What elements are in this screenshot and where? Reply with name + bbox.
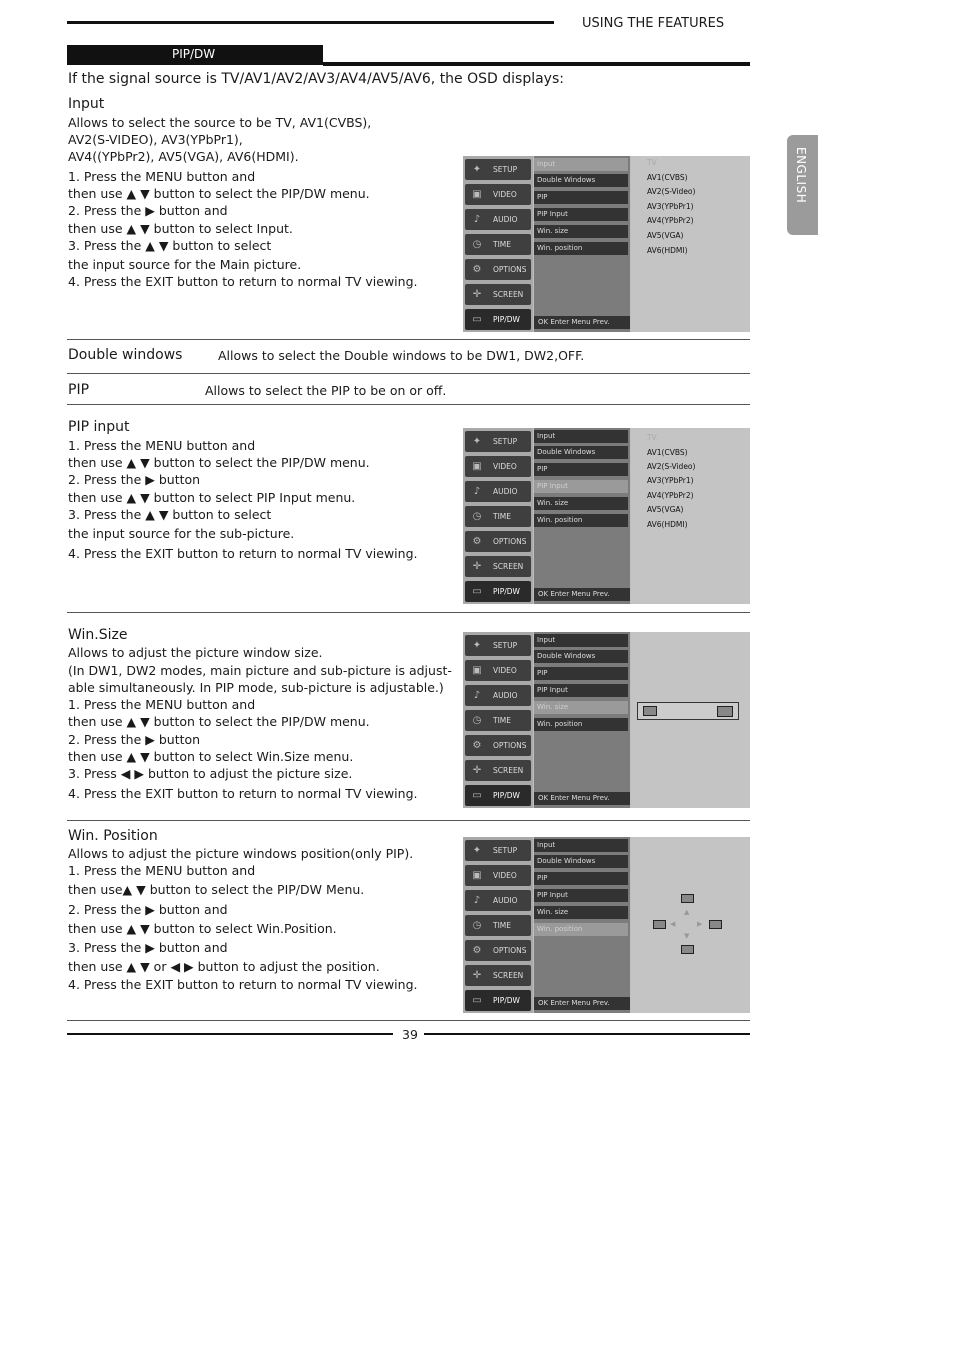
clock-icon: ◷ [472, 511, 482, 522]
input-line: 2. Press the ▶ button and [68, 203, 228, 218]
pip-icon: ▭ [472, 314, 482, 325]
osd-button-options: ⚙ OPTIONS [465, 940, 531, 961]
osd-menu-pip: PIP [534, 463, 628, 476]
input-line: the input source for the Main picture. [68, 257, 302, 272]
video-icon: ▣ [472, 189, 482, 200]
screen-icon: ✛ [472, 970, 482, 981]
osd-footer: OK Enter Menu Prev. [534, 316, 630, 329]
arrow-left-icon: ◀ [670, 920, 676, 928]
osd-button-pipdw: ▭ PIP/DW [465, 990, 531, 1011]
tab-label: PIP/DW [172, 47, 216, 61]
osd-menu-win-size: Win. size [534, 497, 628, 510]
osd-button-audio: ♪ AUDIO [465, 890, 531, 911]
osd-button-pipdw: ▭ PIP/DW [465, 581, 531, 602]
osd-source: AV4(YPbPr2) [647, 216, 694, 225]
position-top-window-icon [681, 894, 694, 903]
osd-source-tv: TV [647, 158, 657, 167]
osd-menu-win-size: Win. size [534, 906, 628, 919]
video-icon: ▣ [472, 665, 482, 676]
osd-screenshot-input [463, 156, 750, 332]
osd-source: AV3(YPbPr1) [647, 476, 694, 485]
osd-menu-win-size: Win. size [534, 701, 628, 714]
audio-icon: ♪ [473, 895, 481, 906]
audio-icon: ♪ [473, 486, 481, 497]
osd-button-audio: ♪ AUDIO [465, 685, 531, 706]
options-icon: ⚙ [472, 945, 482, 956]
osd-menu-win-position: Win. position [534, 923, 628, 936]
osd-source-tv: TV [647, 433, 657, 442]
header-rule-top [67, 21, 554, 24]
win-size-line: Allows to adjust the picture window size. [68, 645, 323, 660]
pip-input-line: 1. Press the MENU button and [68, 438, 256, 453]
osd-button-pipdw: ▭ PIP/DW [465, 785, 531, 806]
osd-menu-double-windows: Double Windows [534, 855, 628, 868]
osd-button-time: ◷ TIME [465, 915, 531, 936]
pip-input-line: the input source for the sub-picture. [68, 526, 295, 541]
clock-icon: ◷ [472, 715, 482, 726]
osd-menu-pip: PIP [534, 667, 628, 680]
osd-button-video: ▣ VIDEO [465, 865, 531, 886]
audio-icon: ♪ [473, 690, 481, 701]
osd-screenshot-win-size [463, 632, 750, 808]
win-size-line: able simultaneously. In PIP mode, sub-picture is adjustable.) [68, 680, 444, 695]
input-line: then use ▲ ▼ button to select the PIP/DW menu. [68, 186, 370, 201]
setup-icon: ✦ [472, 845, 482, 856]
osd-footer: OK Enter Menu Prev. [534, 588, 630, 601]
pip-input-line: then use ▲ ▼ button to select the PIP/DW menu. [68, 455, 370, 470]
osd-button-time: ◷ TIME [465, 234, 531, 255]
osd-screenshot-pip-input [463, 428, 750, 604]
input-title: Input [68, 96, 105, 112]
win-size-line: 2. Press the ▶ button [68, 732, 201, 747]
input-line: AV2(S-VIDEO), AV3(YPbPr1), [68, 132, 243, 147]
input-line: 4. Press the EXIT button to return to normal TV viewing. [68, 274, 418, 289]
win-position-line: 3. Press the ▶ button and [68, 940, 228, 955]
osd-button-options: ⚙ OPTIONS [465, 259, 531, 280]
osd-button-audio: ♪ AUDIO [465, 481, 531, 502]
screen-icon: ✛ [472, 289, 482, 300]
language-side-tab [787, 135, 818, 235]
input-line: AV4((YPbPr2), AV5(VGA), AV6(HDMI). [68, 149, 299, 164]
position-right-window-icon [709, 920, 722, 929]
arrow-down-icon: ▼ [684, 932, 690, 940]
osd-menu-pip: PIP [534, 872, 628, 885]
pip-title: PIP [68, 382, 90, 398]
osd-button-video: ▣ VIDEO [465, 660, 531, 681]
osd-source: AV2(S-Video) [647, 462, 696, 471]
win-size-line: then use ▲ ▼ button to select the PIP/DW menu. [68, 714, 370, 729]
pip-input-title: PIP input [68, 419, 130, 435]
win-position-line: then use ▲ ▼ button to select Win.Position. [68, 921, 337, 936]
win-size-line: then use ▲ ▼ button to select Win.Size menu. [68, 749, 354, 764]
osd-menu-double-windows: Double Windows [534, 650, 628, 663]
win-position-line: 1. Press the MENU button and [68, 863, 256, 878]
win-size-line: 3. Press ◀ ▶ button to adjust the picture size. [68, 766, 353, 781]
video-icon: ▣ [472, 461, 482, 472]
osd-button-screen: ✛ SCREEN [465, 760, 531, 781]
audio-icon: ♪ [473, 214, 481, 225]
osd-button-screen: ✛ SCREEN [465, 965, 531, 986]
divider [67, 339, 750, 340]
win-position-line: 2. Press the ▶ button and [68, 902, 228, 917]
osd-button-video: ▣ VIDEO [465, 456, 531, 477]
osd-source: AV3(YPbPr1) [647, 202, 694, 211]
pip-icon: ▭ [472, 790, 482, 801]
clock-icon: ◷ [472, 239, 482, 250]
osd-footer: OK Enter Menu Prev. [534, 997, 630, 1010]
win-size-title: Win.Size [68, 627, 128, 643]
osd-source: AV6(HDMI) [647, 246, 688, 255]
input-line: 3. Press the ▲ ▼ button to select [68, 238, 272, 253]
video-icon: ▣ [472, 870, 482, 881]
osd-source: AV5(VGA) [647, 505, 684, 514]
divider [67, 404, 750, 405]
setup-icon: ✦ [472, 640, 482, 651]
pip-icon: ▭ [472, 995, 482, 1006]
osd-menu-input: Input [534, 634, 628, 647]
osd-button-setup: ✦ SETUP [465, 840, 531, 861]
osd-menu-input: Input [534, 158, 628, 171]
input-line: Allows to select the source to be TV, AV1(CVBS), [68, 115, 372, 130]
divider [67, 820, 750, 821]
clock-icon: ◷ [472, 920, 482, 931]
osd-menu-double-windows: Double Windows [534, 174, 628, 187]
small-window-icon [643, 706, 657, 716]
input-line: then use ▲ ▼ button to select Input. [68, 221, 293, 236]
win-position-line: 4. Press the EXIT button to return to normal TV viewing. [68, 977, 418, 992]
page-number: 39 [402, 1027, 418, 1042]
osd-source: AV4(YPbPr2) [647, 491, 694, 500]
osd-button-video: ▣ VIDEO [465, 184, 531, 205]
double-windows-title: Double windows [68, 347, 183, 363]
osd-source: AV6(HDMI) [647, 520, 688, 529]
osd-button-time: ◷ TIME [465, 710, 531, 731]
osd-screenshot-win-position [463, 837, 750, 1013]
options-icon: ⚙ [472, 740, 482, 751]
double-windows-desc: Allows to select the Double windows to be DW1, DW2,OFF. [218, 348, 585, 363]
osd-button-screen: ✛ SCREEN [465, 556, 531, 577]
pip-input-line: then use ▲ ▼ button to select PIP Input menu. [68, 490, 356, 505]
osd-source: AV5(VGA) [647, 231, 684, 240]
intro-text: If the signal source is TV/AV1/AV2/AV3/AV4/AV5/AV6, the OSD displays: [68, 71, 564, 87]
arrow-right-icon: ▶ [697, 920, 703, 928]
osd-menu-win-position: Win. position [534, 514, 628, 527]
divider [67, 373, 750, 374]
screen-icon: ✛ [472, 561, 482, 572]
osd-button-audio: ♪ AUDIO [465, 209, 531, 230]
osd-menu-win-position: Win. position [534, 242, 628, 255]
osd-menu-pip-input: PIP Input [534, 208, 628, 221]
win-position-line: then use▲ ▼ button to select the PIP/DW Menu. [68, 882, 365, 897]
osd-menu-pip-input: PIP Input [534, 889, 628, 902]
win-size-line: 4. Press the EXIT button to return to normal TV viewing. [68, 786, 418, 801]
pip-desc: Allows to select the PIP to be on or off. [205, 383, 447, 398]
pip-dw-tab [67, 45, 323, 65]
osd-source: AV2(S-Video) [647, 187, 696, 196]
osd-menu-input: Input [534, 430, 628, 443]
osd-menu-pip-input: PIP Input [534, 480, 628, 493]
options-icon: ⚙ [472, 536, 482, 547]
osd-menu-win-position: Win. position [534, 718, 628, 731]
osd-button-options: ⚙ OPTIONS [465, 735, 531, 756]
win-size-line: (In DW1, DW2 modes, main picture and sub-picture is adjust- [68, 663, 452, 678]
arrow-up-icon: ▲ [684, 908, 690, 916]
osd-button-setup: ✦ SETUP [465, 159, 531, 180]
osd-menu-win-size: Win. size [534, 225, 628, 238]
pip-input-line: 4. Press the EXIT button to return to normal TV viewing. [68, 546, 418, 561]
setup-icon: ✦ [472, 436, 482, 447]
options-icon: ⚙ [472, 264, 482, 275]
win-position-title: Win. Position [68, 828, 158, 844]
osd-menu-input: Input [534, 839, 628, 852]
osd-button-setup: ✦ SETUP [465, 431, 531, 452]
large-window-icon [717, 706, 733, 717]
divider [67, 1020, 750, 1021]
osd-button-pipdw: ▭ PIP/DW [465, 309, 531, 330]
osd-menu-pip: PIP [534, 191, 628, 204]
osd-button-setup: ✦ SETUP [465, 635, 531, 656]
win-position-line: then use ▲ ▼ or ◀ ▶ button to adjust the position. [68, 959, 380, 974]
win-position-line: Allows to adjust the picture windows position(only PIP). [68, 846, 414, 861]
win-size-slider [637, 702, 739, 720]
pip-input-line: 3. Press the ▲ ▼ button to select [68, 507, 272, 522]
input-line: 1. Press the MENU button and [68, 169, 256, 184]
pip-icon: ▭ [472, 586, 482, 597]
osd-button-time: ◷ TIME [465, 506, 531, 527]
osd-source: AV1(CVBS) [647, 448, 688, 457]
position-control [631, 837, 750, 1013]
language-label: ENGLISH [794, 147, 808, 204]
pip-input-line: 2. Press the ▶ button [68, 472, 201, 487]
screen-icon: ✛ [472, 765, 482, 776]
win-size-line: 1. Press the MENU button and [68, 697, 256, 712]
osd-footer: OK Enter Menu Prev. [534, 792, 630, 805]
header-rule-second [323, 62, 750, 66]
setup-icon: ✦ [472, 164, 482, 175]
osd-button-screen: ✛ SCREEN [465, 284, 531, 305]
position-left-window-icon [653, 920, 666, 929]
footer-rule-left [67, 1033, 393, 1035]
osd-button-options: ⚙ OPTIONS [465, 531, 531, 552]
section-title: USING THE FEATURES [582, 16, 725, 31]
divider [67, 612, 750, 613]
osd-menu-pip-input: PIP Input [534, 684, 628, 697]
osd-source: AV1(CVBS) [647, 173, 688, 182]
footer-rule-right [424, 1033, 750, 1035]
position-bottom-window-icon [681, 945, 694, 954]
osd-menu-double-windows: Double Windows [534, 446, 628, 459]
